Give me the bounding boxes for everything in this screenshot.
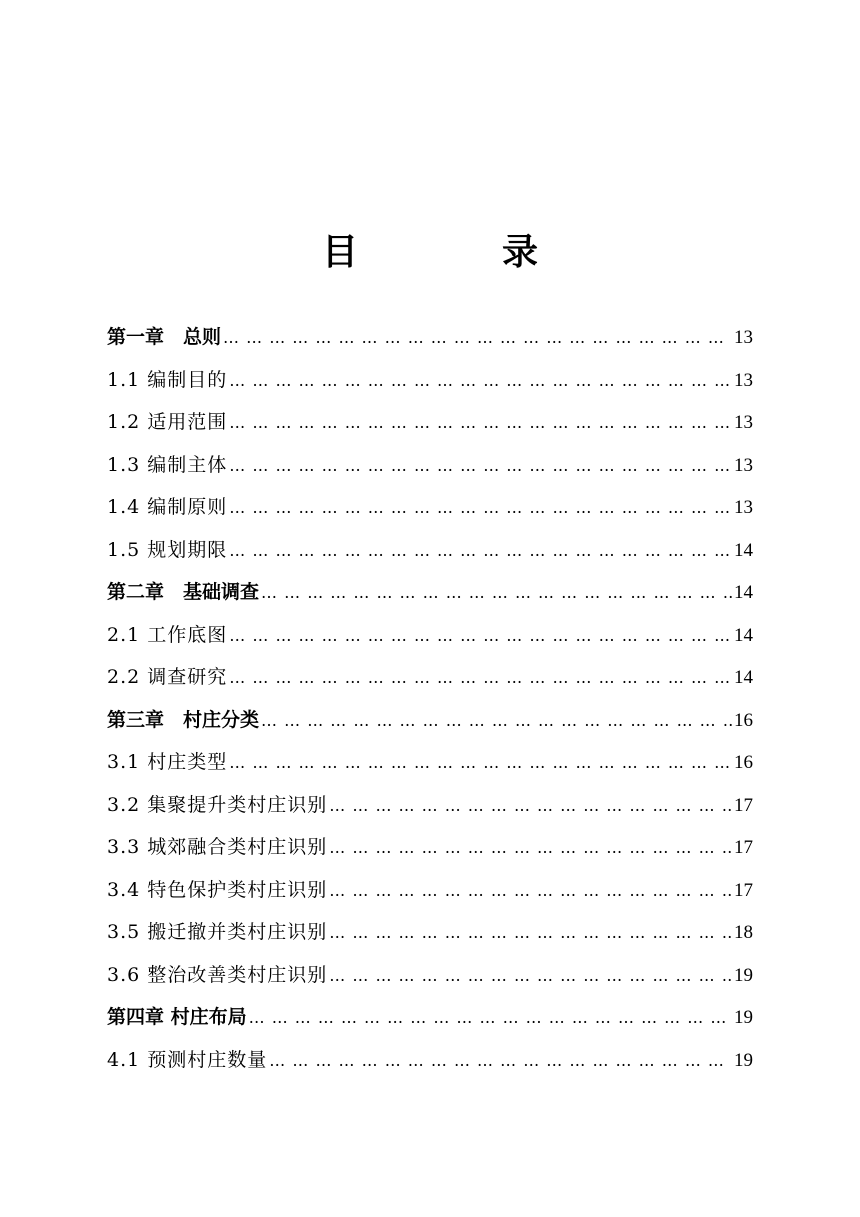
toc-page-number: 17: [734, 794, 753, 816]
toc-dot-leader: [261, 700, 732, 743]
toc-page-number: 13: [734, 369, 753, 391]
toc-entry[interactable]: [107, 996, 753, 1039]
toc-dot-leader: [229, 360, 732, 403]
toc-dot-leader: [229, 445, 732, 488]
toc-page-number: 17: [734, 837, 753, 858]
table-of-contents: [107, 316, 753, 1081]
toc-page-number: 13: [734, 454, 753, 476]
toc-entry[interactable]: [107, 401, 753, 444]
toc-page-number: 19: [734, 1049, 753, 1071]
toc-entry[interactable]: [107, 444, 753, 487]
toc-dot-leader: [329, 827, 732, 870]
toc-dot-leader: [229, 615, 732, 658]
toc-entry-label: 4.1 预测村庄数量: [107, 1048, 268, 1071]
toc-entry[interactable]: [107, 826, 753, 869]
toc-entry[interactable]: [107, 614, 753, 657]
toc-dot-leader: [269, 1040, 732, 1083]
toc-entry[interactable]: [107, 954, 753, 997]
toc-entry-label: 1.4 编制原则: [107, 496, 228, 518]
toc-entry-label: 第三章 村庄分类: [107, 708, 260, 731]
toc-entry-label: 3.2 集聚提升类村庄识别: [107, 793, 328, 816]
toc-entry[interactable]: [107, 699, 753, 742]
toc-page-number: 19: [734, 964, 753, 986]
page-title: 目 录: [321, 231, 592, 273]
toc-page-number: 14: [734, 539, 753, 561]
toc-entry[interactable]: [107, 571, 753, 614]
toc-entry-label: 第一章 总则: [107, 326, 222, 348]
toc-entry[interactable]: [107, 529, 753, 572]
toc-entry-label: 1.5 规划期限: [107, 538, 228, 561]
toc-page-number: 18: [734, 922, 753, 943]
toc-entry-label: 1.3 编制主体: [107, 453, 228, 476]
toc-entry[interactable]: [107, 656, 753, 699]
toc-entry-label: 1.1 编制目的: [107, 368, 228, 391]
toc-entry-label: 1.2 适用范围: [107, 411, 228, 433]
toc-dot-leader: [261, 572, 732, 615]
toc-entry-label: 3.6 整治改善类村庄识别: [107, 963, 328, 986]
toc-dot-leader: [329, 912, 732, 955]
toc-entry-label: 2.2 调查研究: [107, 666, 228, 688]
toc-page-number: 14: [734, 624, 753, 646]
toc-entry-label: 2.1 工作底图: [107, 623, 228, 646]
toc-page-number: 13: [734, 327, 753, 348]
toc-dot-leader: [229, 530, 732, 573]
toc-dot-leader: [229, 742, 732, 785]
toc-dot-leader: [229, 657, 732, 700]
toc-entry[interactable]: [107, 1039, 753, 1082]
toc-dot-leader: [249, 997, 732, 1040]
toc-entry[interactable]: [107, 911, 753, 954]
toc-page-number: 19: [734, 1007, 753, 1028]
toc-entry-label: 第四章 村庄布局: [107, 1006, 247, 1028]
toc-entry[interactable]: [107, 359, 753, 402]
toc-entry[interactable]: [107, 741, 753, 784]
toc-dot-leader: [329, 785, 732, 828]
toc-page-number: 13: [734, 412, 753, 433]
toc-entry[interactable]: [107, 869, 753, 912]
toc-entry-label: 第二章 基础调查: [107, 581, 260, 603]
toc-page-number: 13: [734, 497, 753, 518]
toc-page-number: 16: [734, 752, 753, 773]
toc-entry[interactable]: [107, 486, 753, 529]
toc-dot-leader: [223, 317, 732, 360]
toc-dot-leader: [229, 487, 732, 530]
toc-dot-leader: [329, 870, 732, 913]
toc-dot-leader: [229, 402, 732, 445]
toc-page-number: 17: [734, 879, 753, 901]
toc-dot-leader: [329, 955, 732, 998]
toc-entry[interactable]: [107, 316, 753, 359]
toc-page-number: 14: [734, 667, 753, 688]
toc-entry-label: 3.5 搬迁撤并类村庄识别: [107, 921, 328, 943]
toc-entry-label: 3.1 村庄类型: [107, 751, 228, 773]
toc-entry-label: 3.4 特色保护类村庄识别: [107, 878, 328, 901]
toc-entry-label: 3.3 城郊融合类村庄识别: [107, 836, 328, 858]
toc-page-number: 16: [734, 709, 753, 731]
toc-page-number: 14: [734, 582, 753, 603]
toc-entry[interactable]: [107, 784, 753, 827]
